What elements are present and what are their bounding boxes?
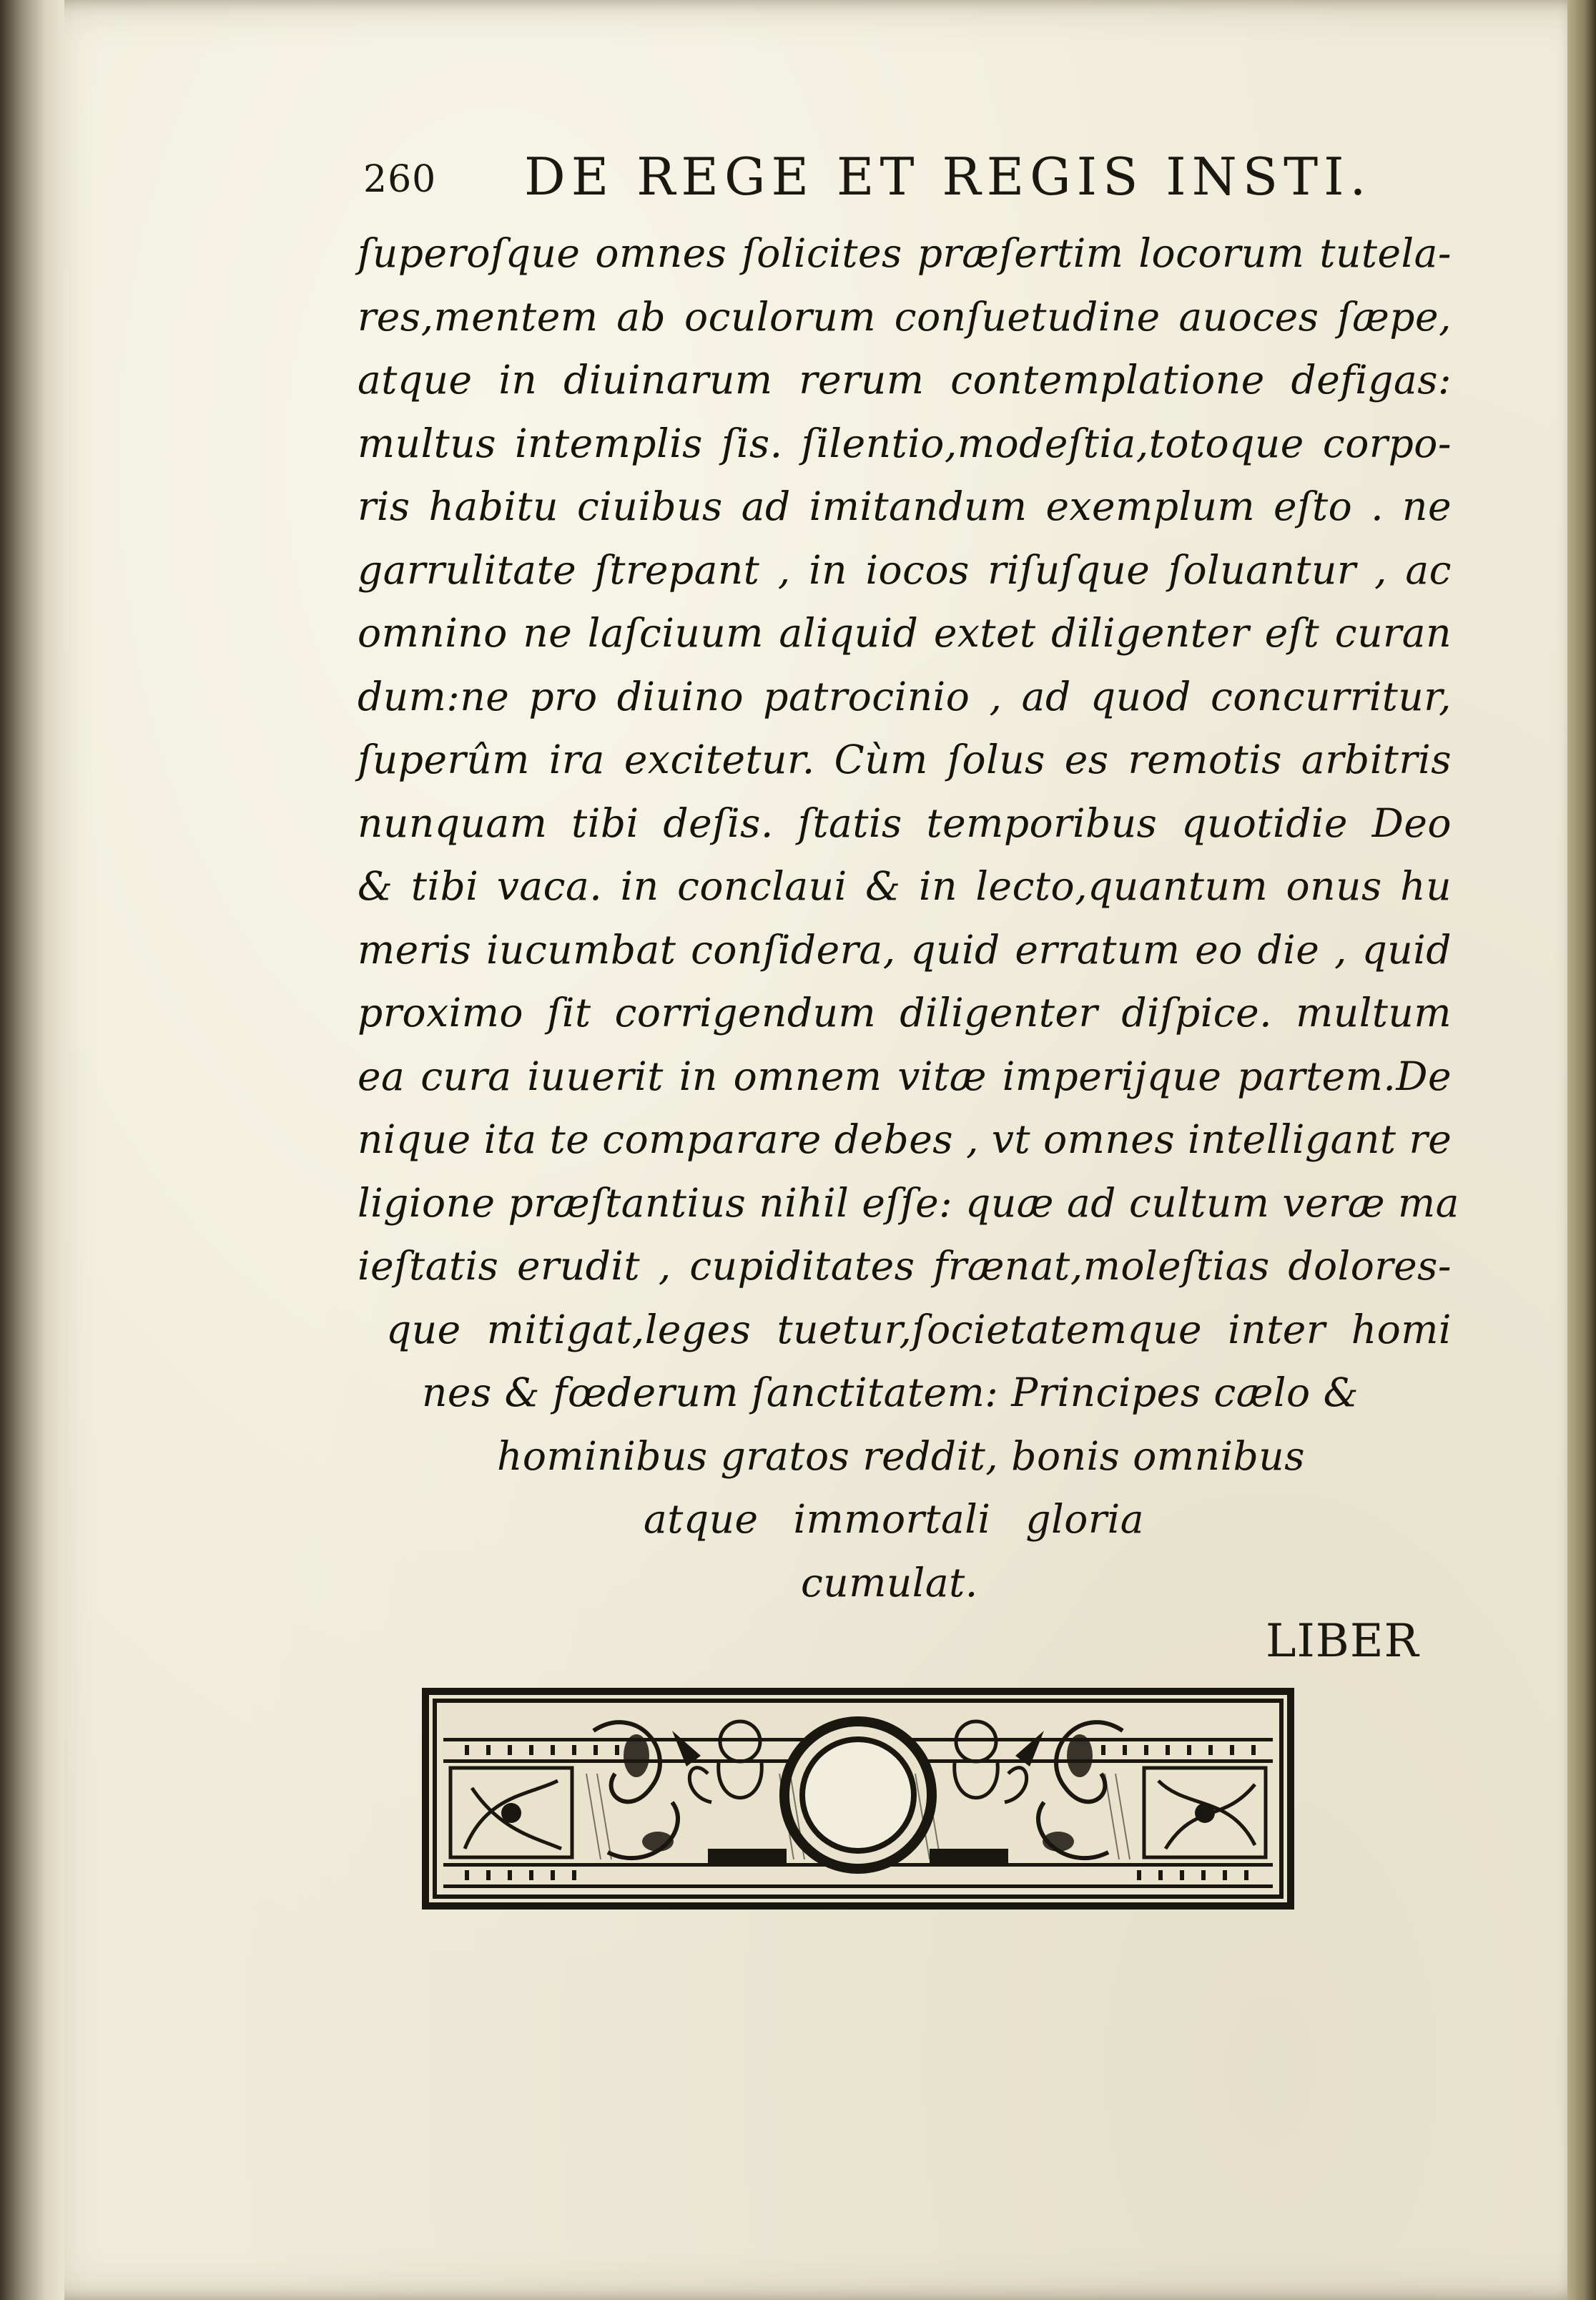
text-line: hominibus gratos reddit, bonis omnibus — [497, 1432, 1305, 1479]
text-line: ea cura iuuerit in omnem vitæ imperijque partem.De — [358, 1053, 1452, 1099]
text-line: dum:ne pro diuino patrocinio , ad quod concurritur, — [358, 673, 1452, 719]
fore-edge — [1567, 0, 1596, 2300]
running-head: DE REGE ET REGIS INSTI. — [524, 147, 1372, 207]
text-line: & tibi vaca. in conclaui & in lecto,quantum onus hu — [358, 863, 1452, 909]
text-line: multus intemplis ſis. ſilentio,modeſtia,totoque corpo- — [358, 420, 1452, 466]
gutter-edge — [0, 0, 64, 2300]
folio-number: 260 — [363, 158, 437, 201]
text-line: ſuperoſque omnes ſolicites præſertim locorum tutela- — [358, 230, 1452, 276]
text-line: nique ita te comparare debes , vt omnes intelligant re — [358, 1116, 1452, 1162]
text-line: cumulat. — [801, 1559, 978, 1606]
text-line: atque in diuinarum rerum contemplatione defigas: — [358, 357, 1452, 403]
catchword: LIBER — [1266, 1615, 1419, 1668]
text-line: que mitigat,leges tuetur,ſocietatemque inter homi — [386, 1306, 1452, 1352]
text-line: res,mentem ab oculorum conſuetudine auoces ſæpe, — [358, 293, 1452, 340]
text-line: meris iucumbat conſidera, quid erratum eo die , quid — [358, 926, 1452, 973]
body-text — [358, 222, 1459, 1614]
text-line: ieſtatis erudit , cupiditates frænat,moleſtias dolores- — [358, 1243, 1452, 1289]
woodcut-headpiece — [422, 1688, 1294, 1910]
text-line: atque immortali gloria — [644, 1496, 1144, 1542]
text-line: ligione præſtantius nihil eſſe: quæ ad cultum veræ ma — [358, 1179, 1459, 1226]
text-line: nunquam tibi deſis. ſtatis temporibus quotidie Deo — [358, 800, 1452, 846]
page-header — [363, 147, 1436, 211]
text-line: ſuperûm ira excitetur. Cùm ſolus es remotis arbitris — [358, 737, 1452, 782]
text-line: proximo ſit corrigendum diligenter diſpice. multum — [358, 990, 1452, 1036]
text-line: garrulitate ſtrepant , in iocos riſuſque ſoluantur , ac — [358, 546, 1452, 593]
text-line: nes & fœderum ſanctitatem: Principes cælo & — [422, 1370, 1359, 1415]
text-line: omnino ne laſciuum aliquid extet diligenter eſt curan — [358, 610, 1452, 656]
text-line: ris habitu ciuibus ad imitandum exemplum eſto . ne — [358, 483, 1452, 529]
